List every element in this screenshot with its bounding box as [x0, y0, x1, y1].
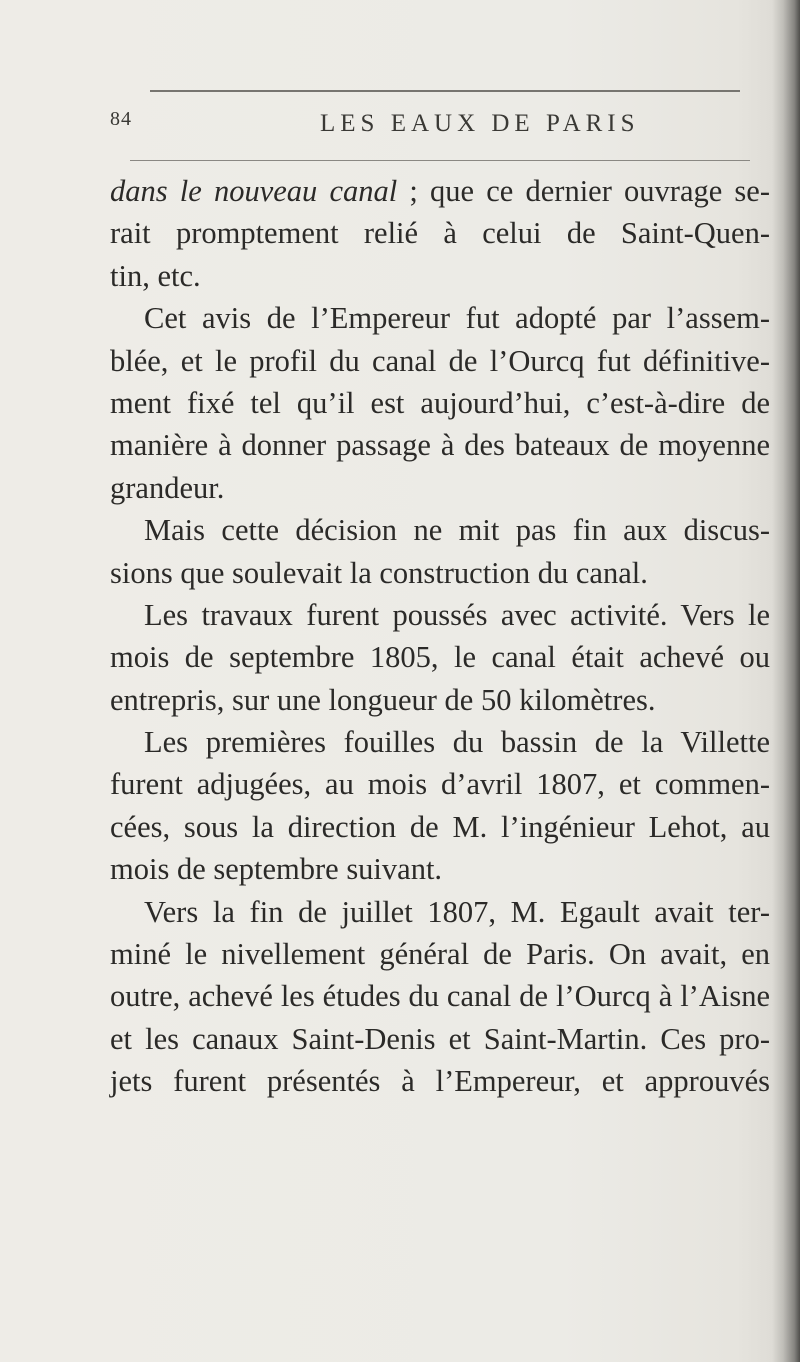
text-line: Les travaux furent poussés avec activité. Vers le: [144, 597, 770, 632]
page-number: 84: [110, 108, 132, 130]
text-line: entrepris, sur une longueur de 50 kilomètres.: [110, 682, 656, 717]
line-text: ; que ce dernier ouvrage se-: [397, 174, 770, 208]
text-line: ment fixé tel qu’il est aujourd’hui, c’est-à-dire de: [110, 385, 770, 420]
header-rule-top: [150, 90, 740, 92]
text-line: mois de septembre 1805, le canal était achevé ou: [110, 640, 770, 675]
page-binding-shadow: [772, 0, 800, 1362]
italic-phrase: dans le nouveau canal: [110, 174, 398, 208]
text-line: rait promptement relié à celui de Saint-Quen-: [110, 216, 770, 251]
text-line: tin, etc.: [110, 258, 201, 293]
text-line: miné le nivellement général de Paris. On avait, en: [110, 937, 770, 972]
text-line: Mais cette décision ne mit pas fin aux discus-: [144, 513, 770, 548]
text-line: Les premières fouilles du bassin de la Villette: [144, 725, 770, 760]
text-line: sions que soulevait la construction du canal.: [110, 555, 648, 590]
text-line: [110, 170, 770, 212]
page-header: [108, 108, 748, 144]
header-rule-bottom: [130, 160, 750, 161]
text-line: Cet avis de l’Empereur fut adopté par l’assem-: [144, 301, 770, 336]
text-line: mois de septembre suivant.: [110, 852, 443, 887]
text-line: furent adjugées, au mois d’avril 1807, et commen-: [110, 767, 770, 802]
text-line: outre, achevé les études du canal de l’Ourcq à l’Aisne: [110, 979, 770, 1014]
text-line: et les canaux Saint-Denis et Saint-Martin. Ces pro-: [110, 1021, 770, 1056]
text-line: blée, et le profil du canal de l’Ourcq fut définitive-: [110, 343, 770, 378]
text-line: grandeur.: [110, 470, 225, 505]
text-line: jets furent présentés à l’Empereur, et approuvés: [110, 1064, 770, 1099]
text-line: Vers la fin de juillet 1807, M. Egault avait ter-: [144, 894, 770, 929]
text-line: cées, sous la direction de M. l’ingénieur Lehot, au: [110, 809, 770, 844]
running-title: LES EAUX DE PARIS: [320, 110, 640, 137]
text-line: manière à donner passage à des bateaux de moyenne: [110, 428, 770, 463]
body-text: [110, 170, 770, 1103]
